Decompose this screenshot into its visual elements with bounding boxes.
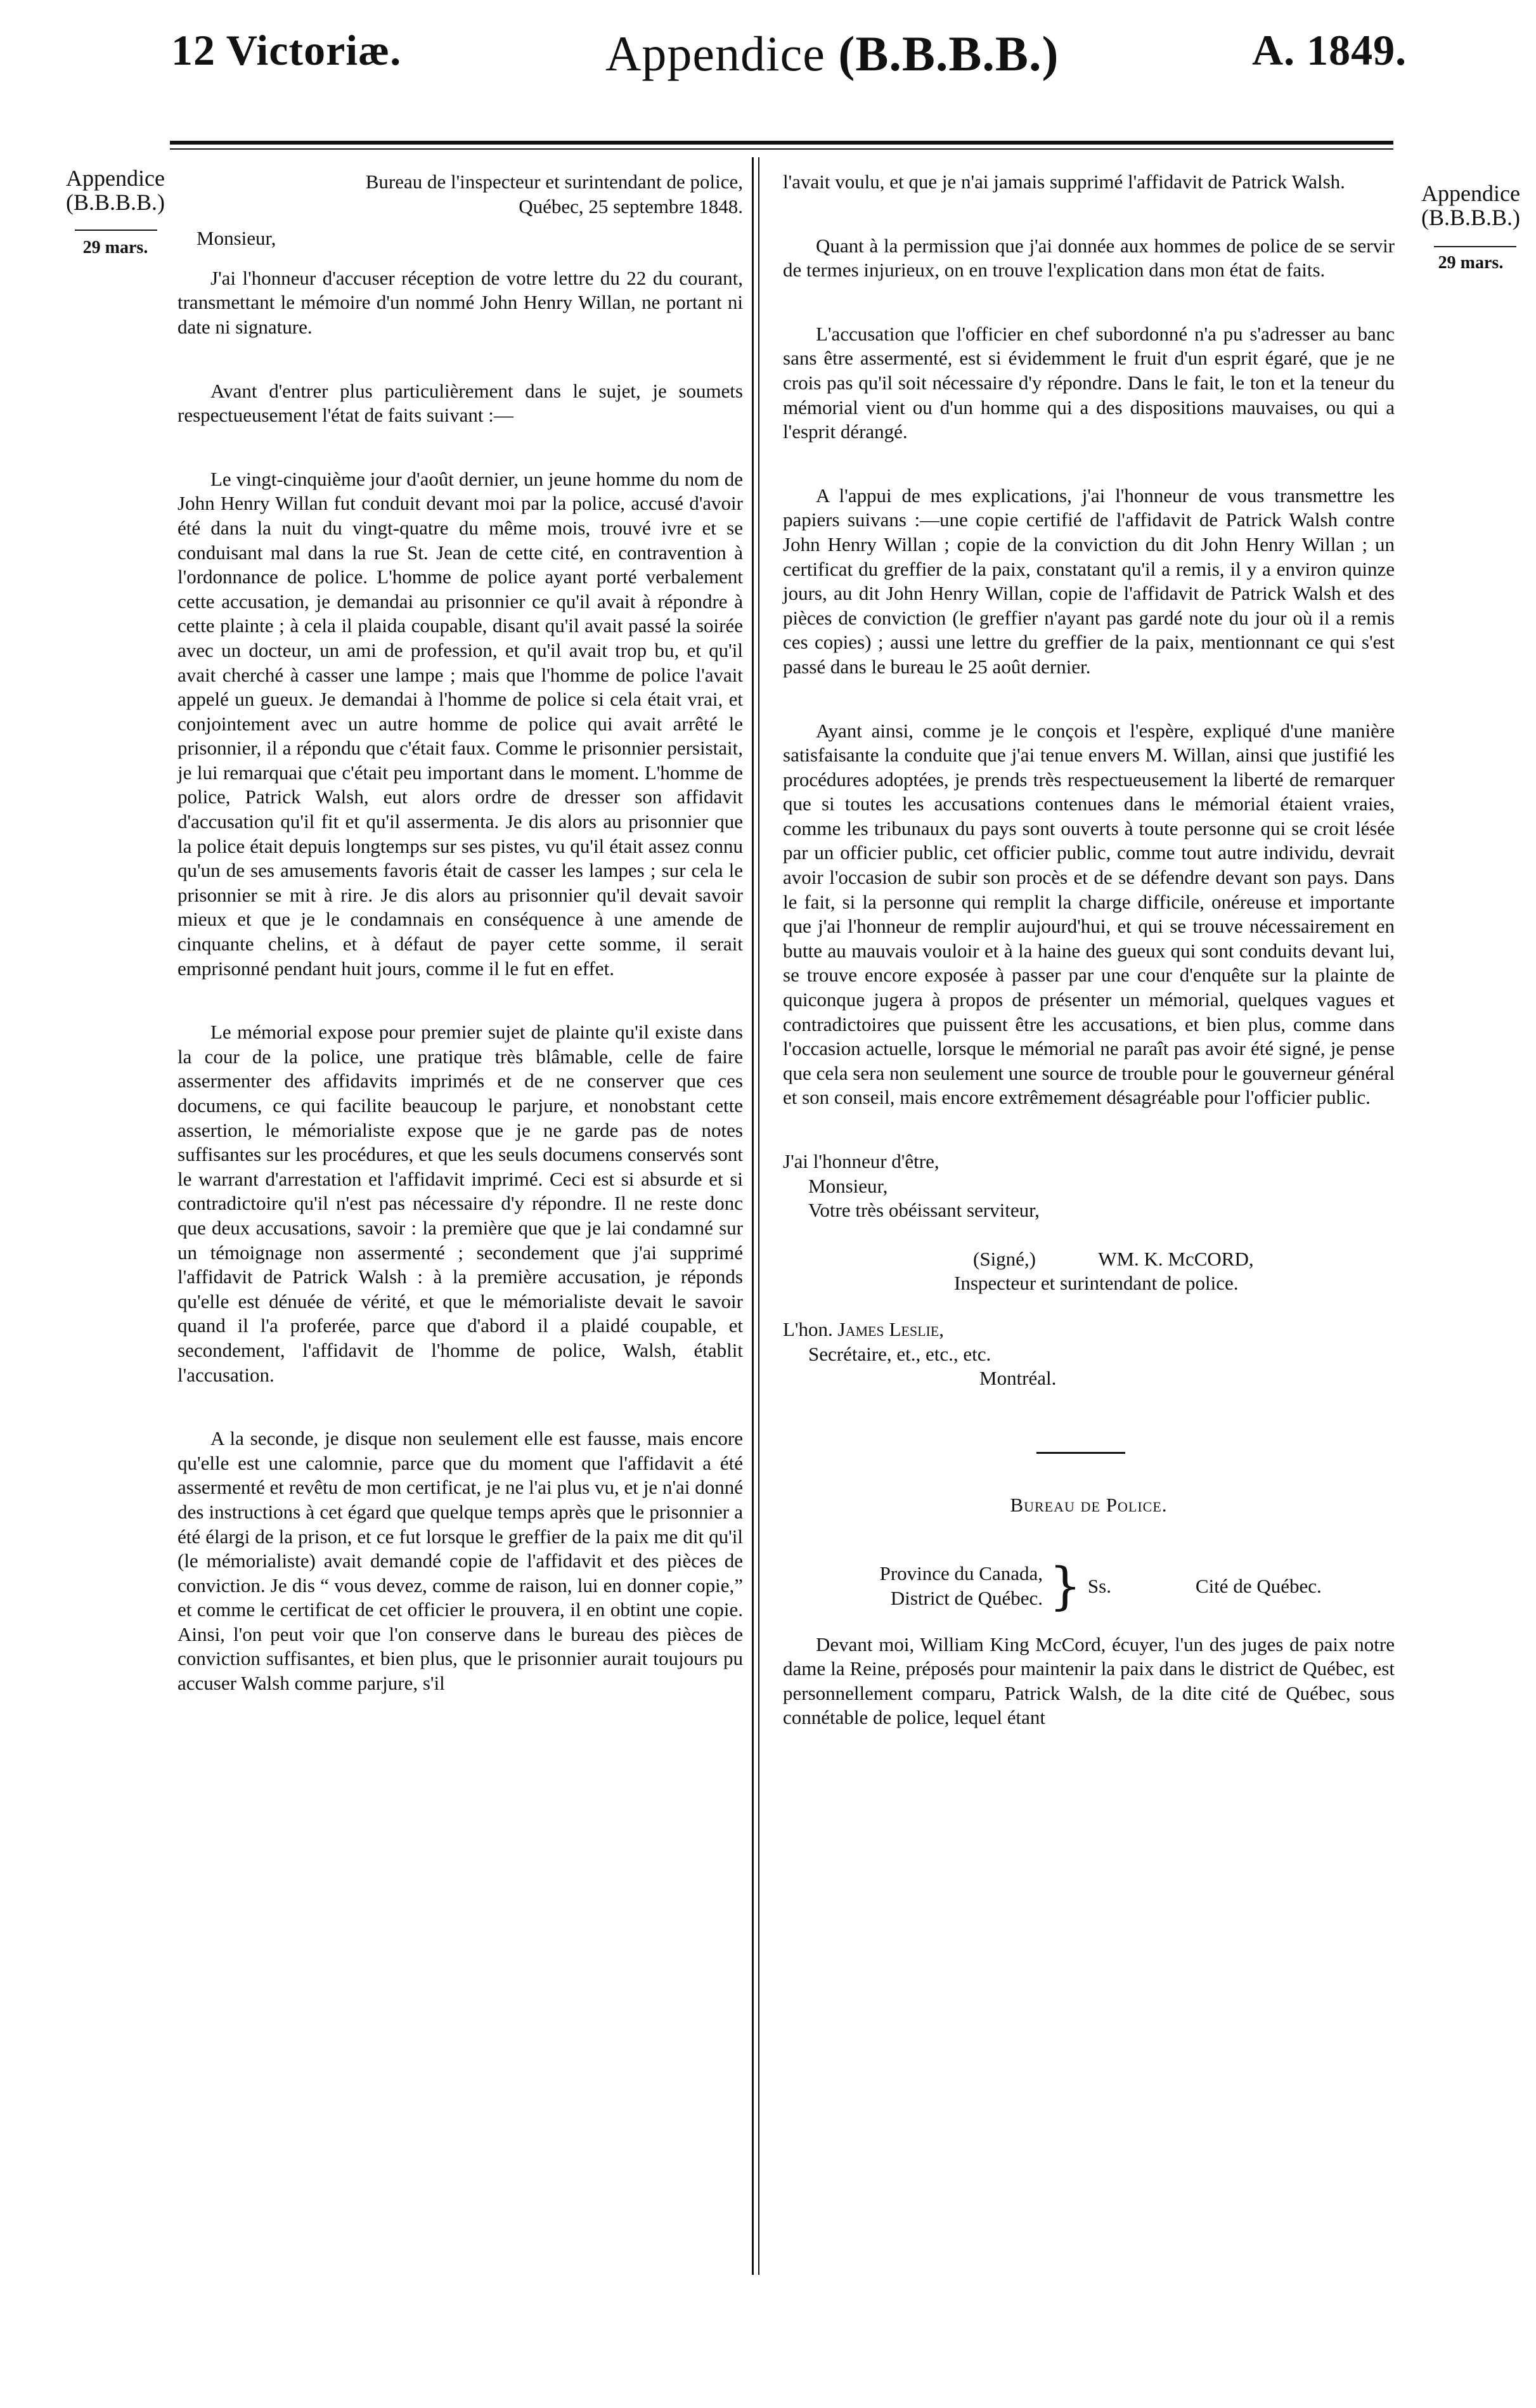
address-line: Montréal.	[979, 1367, 1057, 1390]
margin-rule-left	[75, 230, 157, 231]
closing-line: Monsieur,	[808, 1174, 888, 1197]
column-divider-thin	[758, 157, 759, 2275]
header-rule	[170, 141, 1393, 145]
bureau-heading: Bureau de Police.	[1010, 1493, 1168, 1516]
column-divider	[752, 157, 754, 2275]
letter-heading	[177, 170, 743, 219]
margin-note-date: 29 mars.	[82, 238, 148, 257]
section-rule	[1036, 1452, 1125, 1454]
address-prefix: L'hon.	[783, 1317, 833, 1340]
closing-line: J'ai l'honneur d'être,	[783, 1150, 939, 1172]
jurisdiction-lines	[783, 1562, 1043, 1610]
margin-note-code: (B.B.B.B.)	[65, 190, 165, 215]
margin-rule-right	[1434, 246, 1516, 247]
margin-note-right	[1401, 181, 1536, 275]
jurisdiction-ss: Ss.	[1087, 1574, 1111, 1597]
paragraph: J'ai l'honneur d'accuser réception de votre lettre du 22 du courant, transmettant le mémoire d'un nommé John Henry Willan, ne portant ni date ni signature.	[177, 266, 743, 338]
jurisdiction-province: Province du Canada,	[879, 1562, 1043, 1585]
margin-note-label: Appendice	[66, 165, 165, 191]
letter-heading-line1: Bureau de l'inspecteur et surintendant de police,	[365, 171, 743, 193]
header-title-code: (B.B.B.B.)	[838, 26, 1059, 81]
header-session: 12 Victoriæ.	[171, 26, 402, 74]
paragraph: A la seconde, je disque non seulement elle est fausse, mais encore qu'elle est une calomnie, parce que du moment que l'affidavit a été assermenté et revêtu de mon certificat, je ne l'ai plus vu, et je n'ai donné des instructions à cet égard que quelque temps après que le prisonnier a été élargi de la prison, et ce fut lorsque le greffier de la paix me dit qu'il (le mémorialiste) avait demandé copie de l'affidavit et des pièces de conviction. Je dis “ vous devez, comme de raison, lui en donner copie,” et comme le certificat de cet officier le prouvera, il en obtint une copie. Ainsi, l'on peut voir que l'on conserve dans le bureau des pièces de conviction suffisantes, et bien plus, que le prisonnier aurait toujours pu accuser Walsh comme parjure, s'il	[177, 1427, 743, 1695]
salutation: Monsieur,	[197, 227, 276, 250]
paragraph: A l'appui de mes explications, j'ai l'honneur de vous transmettre les papiers suivans :—une copie certifié de l'affidavit de Patrick Walsh contre John Henry Willan ; copie de la conviction du dit John Henry Willan ; un certificat du greffier de la paix, constatant qu'il a remis, il y a environ quinze jours, au dit John Henry Willan, copie de l'affidavit de Patrick Walsh et des pièces de conviction (le greffier n'ayant pas gardé note du jour où il a remis ces copies) ; aussi une lettre du greffier de la paix, mentionnant ce qui s'est passé dans le bureau le 25 août dernier.	[783, 484, 1395, 678]
paragraph: Devant moi, William King McCord, écuyer, l'un des juges de paix notre dame la Reine, préposés pour maintenir la paix dans le district de Québec, est personnellement comparu, Patrick Walsh, de la dite cité de Québec, sous connétable de police, lequel étant	[783, 1633, 1395, 1729]
address-line: Secrétaire, et., etc., etc.	[808, 1342, 991, 1365]
address-name: James Leslie,	[837, 1317, 945, 1340]
paragraph: L'accusation que l'officier en chef subordonné n'a pu s'adresser au banc sans être assermenté, est si évidemment le fruit d'un esprit égaré, que je ne crois pas qu'il soit nécessaire d'y répondre. Dans le fait, le ton et la teneur du mémorial vient ou d'un homme qui a des dispositions mauvaises, ou qui a l'esprit dérangé.	[783, 322, 1395, 443]
jurisdiction-district: District de Québec.	[890, 1586, 1043, 1609]
header-title-prefix: Appendice	[605, 26, 825, 81]
brace-icon: }	[1049, 1556, 1081, 1615]
signature-name: WM. K. McCORD,	[1098, 1247, 1254, 1270]
signature-signed: (Signé,)	[973, 1247, 1036, 1270]
letter-heading-line2: Québec, 25 septembre 1848.	[519, 195, 743, 217]
jurisdiction-block	[783, 1556, 1395, 1615]
header-title	[605, 25, 1059, 82]
paragraph: Le mémorial expose pour premier sujet de plainte qu'il existe dans la cour de la police, une pratique très blâmable, celle de faire assermenter des affidavits imprimés et de ne conserver que ces documens, ce qui facilite beaucoup le parjure, et nonobstant cette assertion, le mémorialiste expose que je ne garde pas de notes suffisantes sur les procédures, et que les seuls documens conservés sont le warrant d'arrestation et l'affidavit imprimé. Ceci est si absurde et si contradictoire qu'il n'est pas nécessaire d'y répondre. Il ne reste donc que deux accusations, savoir : la première que que je lai condamné sur un témoignage non assermenté ; secondement que j'ai supprimé l'affidavit de Patrick Walsh : à la première accusation, je réponds qu'elle est dénuée de vérité, et que le mémorialiste devait le savoir quand il l'a proferée, parce que d'abord il a plaidé coupable, et secondement, l'affidavit de l'homme de police, Walsh, établit l'accusation.	[177, 1021, 743, 1386]
paragraph: Avant d'entrer plus particulièrement dans le sujet, je soumets respectueusement l'état de faits suivant :—	[177, 379, 743, 427]
header-year: A. 1849.	[1252, 26, 1407, 74]
paragraph: Quant à la permission que j'ai donnée aux hommes de police de se servir de termes injurieux, on en trouve l'explication dans mon état de faits.	[783, 234, 1395, 282]
paragraph: l'avait voulu, et que je n'ai jamais supprimé l'affidavit de Patrick Walsh.	[783, 171, 1345, 193]
margin-note-code: (B.B.B.B.)	[1421, 205, 1521, 230]
signature-title: Inspecteur et surintendant de police.	[954, 1272, 1239, 1295]
paragraph: Ayant ainsi, comme je le conçois et l'espère, expliqué d'une manière satisfaisante la conduite que j'ai tenue envers M. Willan, ainsi que justifié les procédures adoptées, je prends très respectueusement la liberté de remarquer que si toutes les accusations contenues dans le mémorial étaient vraies, comme les tribunaux du pays sont ouverts à toute personne qui se croit lésée par un officier public, cet officier public, comme tout autre individu, devrait avoir l'occasion de subir son procès et de se défendre devant son pays. Dans le fait, si la personne qui remplit la charge difficile, onéreuse et importante que j'ai l'honneur de remplir aujourd'hui, et qui se trouve nécessairement en butte au mauvais vouloir et à la haine des gueux qui sont conduits devant lui, se trouve encore exposée à passer par une cour d'enquête sur la plainte de quiconque jugera à propos de présenter un mémorial, quelques vagues et contradictoires que puissent être les accusations, et bien plus, comme dans l'occasion actuelle, lorsque le mémorial ne paraît pas avoir été signé, je pense que cela sera non seulement une source de trouble pour le gouverneur général et son conseil, mais encore extrêmement désagréable pour l'officier public.	[783, 719, 1395, 1109]
paragraph: Le vingt-cinquième jour d'août dernier, un jeune homme du nom de John Henry Willan fut conduit devant moi par la police, accusé d'avoir été dans la nuit du vingt-quatre du même mois, trouvé ivre et se conduisant mal dans la rue St. Jean de cette cité, en contravention à l'ordonnance de police. L'homme de police ayant porté verbalement cette accusation, je demandai au prisonnier ce qu'il avait à répondre à cette plainte ; à cela il plaida coupable, disant qu'il avait passé la soirée avec un docteur, un ami de profession, et qu'il avait trop bu, et qu'il avait cherché à casser une lampe ; mais que l'homme de police l'avait appelé un gueux. Je demandai à l'homme de police si cela était vrai, et conjointement avec un autre homme de police qui avait arrêté le prisonnier, il a répondu que c'était faux. Comme le prisonnier persistait, je lui remarquai que c'était peu important dans le moment. L'homme de police, Patrick Walsh, eut alors ordre de dresser son affidavit d'accusation qu'il fit et qu'il assermenta. Je dis alors au prisonnier que la police était depuis longtemps sur ses pistes, vu qu'il était assez connu qu'un de ses amusements favoris était de casser les lampes ; sur cela le prisonnier se mit à rire. Je dis alors au prisonnier qu'il devait savoir mieux et que je le condamnais en conséquence à une amende de cinquante chelins, et à défaut de payer cette somme, il serait emprisonné pendant huit jours, comme il le fut en effet.	[177, 467, 743, 980]
left-column	[177, 170, 743, 1735]
margin-note-date: 29 mars.	[1438, 253, 1504, 273]
right-column	[783, 170, 1395, 1770]
address-block	[783, 1317, 1395, 1391]
signature-block	[954, 1247, 1395, 1296]
jurisdiction-city: Cité de Québec.	[1195, 1574, 1322, 1597]
header-rule-thin	[170, 148, 1393, 150]
margin-note-left	[46, 166, 185, 260]
closing-line: Votre très obéissant serviteur,	[808, 1199, 1040, 1222]
closing	[783, 1149, 1395, 1223]
margin-note-label: Appendice	[1421, 181, 1520, 206]
